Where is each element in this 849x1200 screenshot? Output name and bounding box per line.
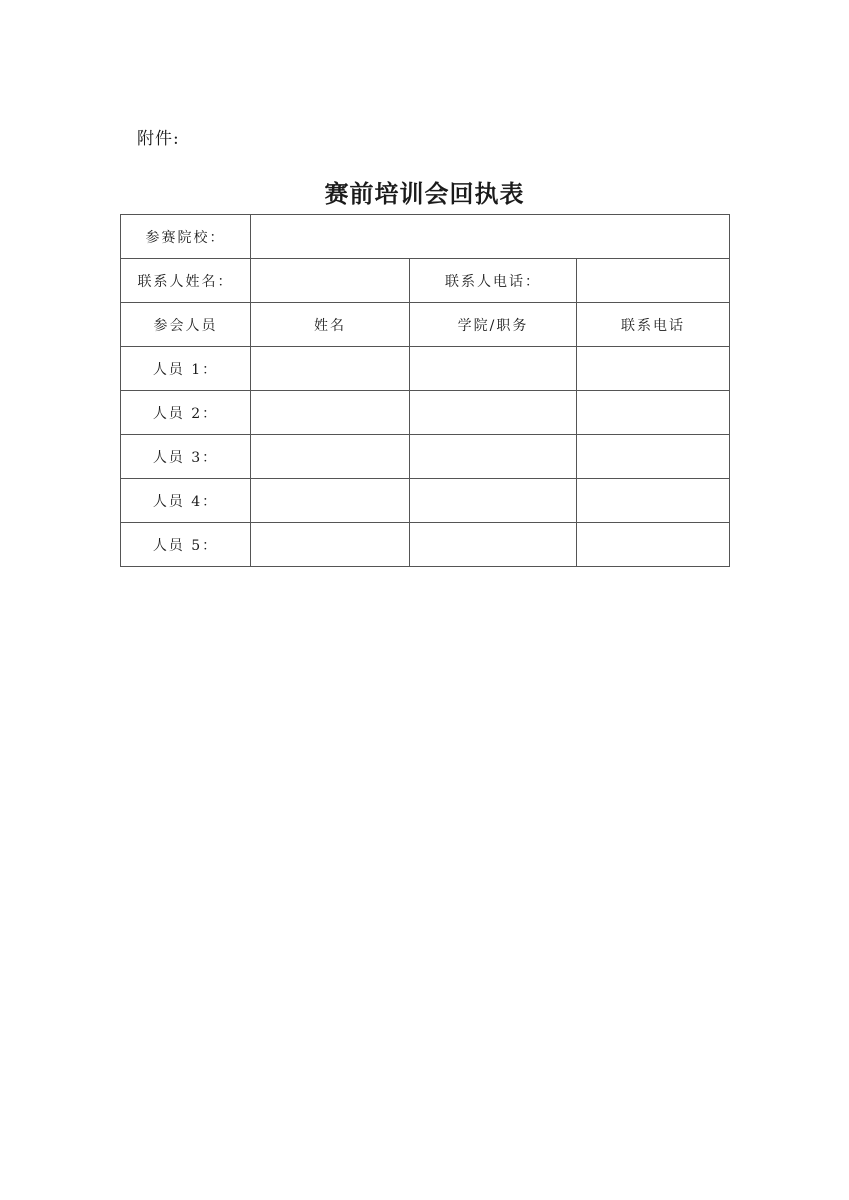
attendee-row-4 — [121, 479, 730, 523]
contact-name-label: 联系人姓名： — [121, 259, 251, 303]
attendee-name-cell[interactable] — [251, 391, 410, 435]
attendee-phone-cell[interactable] — [577, 391, 730, 435]
attendee-phone-cell[interactable] — [577, 479, 730, 523]
attendee-label: 人员 1： — [121, 347, 251, 391]
attendee-college-position-cell[interactable] — [410, 523, 577, 567]
contact-phone-input-cell[interactable] — [577, 259, 730, 303]
attendee-header-row — [121, 303, 730, 347]
attendee-name-cell[interactable] — [251, 435, 410, 479]
header-name: 姓名 — [251, 303, 410, 347]
attendee-label: 人员 5： — [121, 523, 251, 567]
attendee-college-position-cell[interactable] — [410, 435, 577, 479]
attendee-college-position-cell[interactable] — [410, 479, 577, 523]
header-attendee: 参会人员 — [121, 303, 251, 347]
contact-name-input-cell[interactable] — [251, 259, 410, 303]
attendee-label: 人员 3： — [121, 435, 251, 479]
header-phone: 联系电话 — [577, 303, 730, 347]
form-title: 赛前培训会回执表 — [324, 179, 525, 208]
attendee-phone-cell[interactable] — [577, 523, 730, 567]
attendee-name-cell[interactable] — [251, 479, 410, 523]
attendee-label: 人员 2： — [121, 391, 251, 435]
header-college-position: 学院/职务 — [410, 303, 577, 347]
attendee-label: 人员 4： — [121, 479, 251, 523]
attendee-row-5 — [121, 523, 730, 567]
attachment-label: 附件: — [137, 129, 180, 149]
attendee-college-position-cell[interactable] — [410, 347, 577, 391]
attendee-name-cell[interactable] — [251, 523, 410, 567]
contact-phone-label: 联系人电话： — [410, 259, 577, 303]
receipt-form-table — [120, 214, 730, 567]
school-row — [121, 215, 730, 259]
attendee-phone-cell[interactable] — [577, 435, 730, 479]
attendee-name-cell[interactable] — [251, 347, 410, 391]
attendee-row-1 — [121, 347, 730, 391]
attendee-phone-cell[interactable] — [577, 347, 730, 391]
attendee-row-2 — [121, 391, 730, 435]
school-input-cell[interactable] — [251, 215, 730, 259]
school-label: 参赛院校： — [121, 215, 251, 259]
contact-row — [121, 259, 730, 303]
attendee-college-position-cell[interactable] — [410, 391, 577, 435]
attendee-row-3 — [121, 435, 730, 479]
